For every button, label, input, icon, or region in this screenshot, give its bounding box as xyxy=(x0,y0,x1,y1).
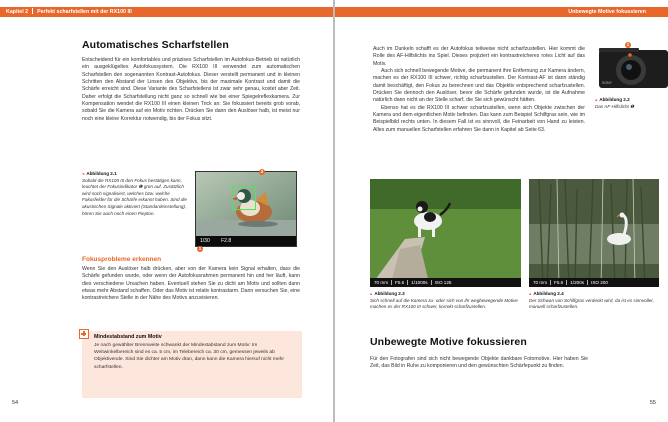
figure-caption-2-4 xyxy=(529,291,659,311)
exif-focal: 70 mm xyxy=(533,280,548,285)
svg-text:SONY: SONY xyxy=(602,81,612,85)
figure-caption-2-3 xyxy=(370,291,521,311)
exif-separator xyxy=(407,280,408,285)
exif-aperture: F5.6 xyxy=(554,280,564,285)
lcd-info-bar xyxy=(196,236,296,246)
paragraph: Entscheidend für ein komfortables und präzises Scharfstellen im Autofokus-Betrieb ist natürlich ein ausgeklügeltes Autofokussystem. Die RX100 III verwendet zum automatischen Scharfstellen den sogenannten Kontrast-Autofokus. Dieser verstellt permanent und in kleinen Schritten den Abstand der Linsen des Objektivs, bis der maximale Kontrast und damit die Schärfe erreicht sind. Diese Variante des Scharfstellens ist zwar sehr genau, kostet aber Zeit. Daher erfolgt die Scharfstellung nicht ganz so schnell wie bei einer Spiegelreflexkamera. Zur Kompensation wendet die RX100 III einen kleinen Trick an: Sie fokussiert bereits grob vorab, sobald Sie die Kamera auf ein Motiv richten. Drücken Sie dann den Auslöser halb, ist meist nur noch eine kleine Korrektur notwendig, bis der Fokus sitzt. xyxy=(82,57,300,122)
caption-arrow-icon: ◂ xyxy=(82,171,85,176)
figure-label: Abbildung 2.3 xyxy=(374,291,405,296)
left-page xyxy=(0,0,333,422)
callout-marker: 2 xyxy=(260,169,264,174)
exif-shutter: 1/1000s xyxy=(411,280,428,285)
exif-separator xyxy=(587,280,588,285)
caption-arrow-icon: ▴ xyxy=(595,97,598,102)
section-heading-automatisches: Automatisches Scharfstellen xyxy=(82,39,229,51)
paragraph: Auch im Dunkeln schafft es der Autofokus teilweise nicht scharfzustellen. Hier kommt die Rolle des AF-Hilfslichts ins Spiel. Dieses projiziert ein kontrastreicheres rotes Licht auf das Motiv. xyxy=(373,46,585,67)
running-head-right xyxy=(335,7,668,17)
tip-title: Mindestabstand zum Motiv xyxy=(94,334,162,340)
exif-bar xyxy=(529,278,659,287)
figure-label: Abbildung 2.4 xyxy=(533,291,564,296)
page-number-left: 54 xyxy=(12,400,19,406)
paragraph: Auch sich schnell bewegende Motive, die permanent ihre Entfernung zur Kamera ändern, machen es der RX100 III schwer, richtig scharfzustellen. Der Kontrast-AF ist dann ständig damit beschäftigt, den Fokus zu berechnen und das Objektiv entsprechend scharfzustellen. Drücken Sie dennoch den Auslöser, bevor die Schärfe gefunden wurde, ist die Aufnahme natürlich dann nicht an der Stelle scharf, die Sie sich gewünscht hätten. xyxy=(373,68,585,104)
exif-focal: 70 mm xyxy=(374,280,389,285)
lcd-aperture: F2.8 xyxy=(221,238,232,244)
exif-separator xyxy=(550,280,551,285)
body-text-left-2 xyxy=(82,266,300,303)
body-text-right-1 xyxy=(373,46,585,134)
right-page xyxy=(335,0,668,422)
tip-box xyxy=(82,331,302,398)
dog-photo xyxy=(370,179,521,287)
body-text-left-1 xyxy=(82,57,300,123)
exif-separator xyxy=(566,280,567,285)
exif-shutter: 1/200s xyxy=(570,280,585,285)
body-text-right-2 xyxy=(370,356,588,371)
paragraph: Wenn Sie den Auslöser halb drücken, aber von der Kamera kein Signal erhalten, dass die Schärfe gefunden wurde, oder wenn der Autofokusrahmen permanent hin und her läuft, kann dies verschiedene Ursachen haben. Eventuell stehen Sie zu dicht am Motiv und sollten dann etwas mehr Abstand schaffen. Oder das Motiv ist relativ kontrastarm. Dann versuchen Sie, eine kontrastreichere Stelle in der Nähe des Motivs anzuvisieren. xyxy=(82,266,300,302)
section-heading-unbewegte: Unbewegte Motive fokussieren xyxy=(370,336,527,348)
figure-caption-text: Sobald die RX100 III den Fokus bestätigen kann, leuchtet der Fokusindikator ❶ grün auf. Zusätzlich wird noch signalisiert, welches bzw. welche Fokusfelder für die Schärfe erkannt haben. Sind die akustischen Signale aktiviert (Standardeinstellung), hören Sie auch noch einen Piepton. xyxy=(82,177,187,216)
swan-photo-art xyxy=(529,179,659,287)
figure-caption-2-1 xyxy=(82,171,188,217)
running-head-left xyxy=(0,7,333,17)
exif-aperture: F5.6 xyxy=(395,280,405,285)
exif-bar xyxy=(370,278,521,287)
dog-photo-art xyxy=(370,179,521,287)
exif-iso: ISO 200 xyxy=(591,280,608,285)
caption-arrow-icon: ▴ xyxy=(370,291,373,296)
paragraph: Für den Fotografen sind sich nicht bewegende Objekte dankbare Fotomotive. Hier haben Sie Zeit, das Bild in Ruhe zu komponieren und den gewünschten Schärfepunkt zu finden. xyxy=(370,356,588,370)
lcd-shutter: 1/30 xyxy=(200,238,210,244)
subheading-fokusprobleme: Fokusprobleme erkennen xyxy=(82,256,162,263)
callout-marker: 1 xyxy=(198,246,202,251)
camera-af-illuminator-image xyxy=(597,44,668,90)
figure-caption-2-2 xyxy=(595,97,665,110)
exif-iso: ISO 125 xyxy=(434,280,452,285)
caption-arrow-icon: ▴ xyxy=(529,291,532,296)
chapter-title: Perfekt scharfstellen mit der RX100 III xyxy=(37,9,132,15)
figure-caption-text: Sich schnell auf die Kamera zu- oder sich von ihr wegbewegende Motive machen es der RX100 III schwer, korrekt scharfzustellen. xyxy=(370,297,518,310)
callout-marker: 1 xyxy=(626,42,630,47)
exif-separator xyxy=(431,280,432,285)
swan-photo xyxy=(529,179,659,287)
page-number-right: 55 xyxy=(649,400,656,406)
exif-separator xyxy=(391,280,392,285)
tip-text: Je nach gewählter Brennweite schwankt der Mindestabstand zum Motiv: Im Weitwinkelbereich sind es ca. 5 cm, im Telebereich ca. 30 cm, gemessen jeweils ab Objektivende. Sind Sie dichter am Motiv dran, dann kann die Kamera hiersuf nicht mehr scharfstellen. xyxy=(94,343,285,370)
figure-label: Abbildung 2.1 xyxy=(86,171,117,176)
running-head-title: Unbewegte Motive fokussieren xyxy=(568,9,646,15)
af-frame xyxy=(232,186,256,210)
figure-label: Abbildung 2.2 xyxy=(599,97,630,102)
camera-lcd-image xyxy=(195,169,297,251)
chapter-label: Kapitel 2 xyxy=(6,9,29,15)
tip-icon xyxy=(79,329,89,339)
figure-caption-text: Der Schwan von Schilfgras verdeckt wird, da ist es sinnvoller, manuell scharfzustellen. xyxy=(529,297,654,310)
figure-caption-text: Das AF-Hilfslicht ❶ xyxy=(595,103,635,109)
running-head-separator xyxy=(32,8,33,14)
paragraph: Ebenso hat es die RX100 III schwer scharfzustellen, wenn sich Objekte zwischen der Kamera und dem eigentlichen Motiv befinden. Das kann zum Beispiel Schilfgras sein, wie im Beispielbild rechts unten. In diesem Fall ist es sinnvoll, die Feinarbeit von Hand zu leisten. Alles zum manuellen Scharfstellen erfahren Sie dann in Kapitel ab Seite 63. xyxy=(373,104,585,133)
